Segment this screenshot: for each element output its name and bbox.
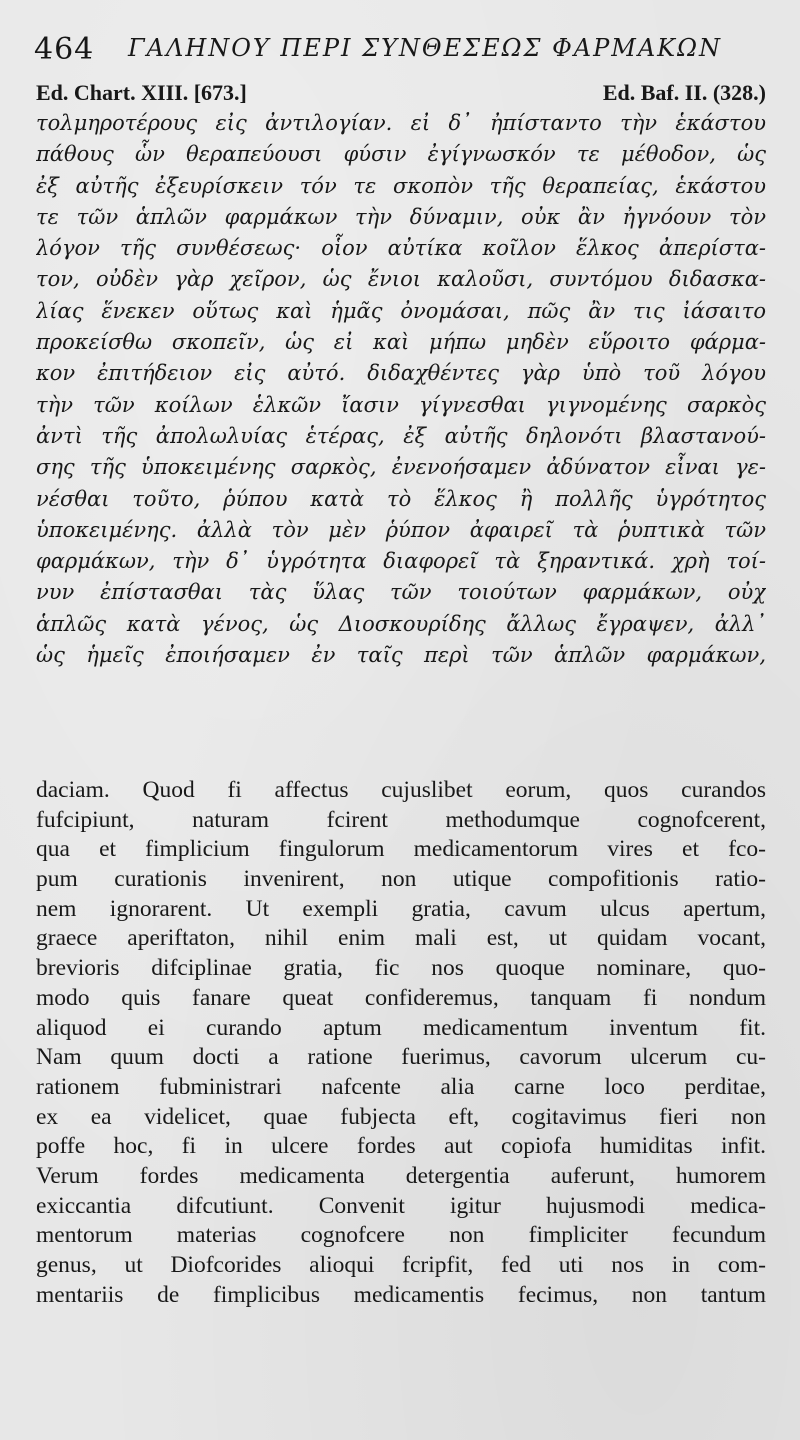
edition-reference-left: Ed. Chart. XIII. [673.] bbox=[36, 80, 247, 105]
greek-text-line: νέσθαι τοῦτο, ῥύπου κατὰ τὸ ἕλκος ἢ πολλῆς ὑγρότητος bbox=[36, 486, 766, 511]
latin-text-line: poffe hoc, fi in ulcere fordes aut copiofa humiditas infit. bbox=[36, 1133, 766, 1160]
greek-text-line: σης τῆς ὑποκειμένης σαρκὸς, ἐνενοήσαμεν ἀδύνατον εἶναι γε- bbox=[36, 455, 766, 480]
latin-text-line: rationem fubministrari nafcente alia carne loco perditae, bbox=[36, 1073, 766, 1100]
running-title: ΓΑΛΗΝΟΥ ΠΕΡΙ ΣΥΝΘΕΣΕΩΣ ΦΑΡΜΑΚΩΝ bbox=[128, 34, 722, 62]
latin-text-line: qua et fimplicium fingulorum medicamentorum vires et fco- bbox=[36, 836, 766, 863]
greek-text-line: ἐξ αὐτῆς ἐξευρίσκειν τόν τε σκοπὸν τῆς θεραπείας, ἑκάστου bbox=[36, 173, 766, 198]
greek-text-line: τον, οὐδὲν γὰρ χεῖρον, ὡς ἔνιοι καλοῦσι, συντόμου διδασκα- bbox=[36, 267, 766, 292]
latin-text-line: pum curationis invenirent, non utique compofitionis ratio- bbox=[36, 866, 766, 893]
latin-text-line: brevioris difciplinae gratia, fic nos quoque nominare, quo- bbox=[36, 955, 766, 982]
page-number: 464 bbox=[34, 32, 95, 67]
latin-text-line: exiccantia difcutiunt. Convenit igitur hujusmodi medica- bbox=[36, 1192, 766, 1219]
edition-reference-line bbox=[36, 80, 766, 108]
greek-text-line: τὴν τῶν κοίλων ἑλκῶν ἴασιν γίγνεσθαι γιγνομένης σαρκὸς bbox=[36, 392, 766, 417]
greek-text-line: ὑποκειμένης. ἀλλὰ τὸν μὲν ῥύπον ἀφαιρεῖ τὰ ῥυπτικὰ τῶν bbox=[36, 517, 766, 542]
greek-text-line: λίας ἕνεκεν οὕτως καὶ ἡμᾶς ὀνομάσαι, πῶς ἂν τις ἰάσαιτο bbox=[36, 298, 766, 323]
edition-reference-right: Ed. Baf. II. (328.) bbox=[602, 80, 766, 105]
latin-text-line: Nam quum docti a ratione fuerimus, cavorum ulcerum cu- bbox=[36, 1044, 766, 1071]
latin-text-line: Verum fordes medicamenta detergentia auferunt, humorem bbox=[36, 1162, 766, 1189]
latin-text-line: genus, ut Diofcorides alioqui fcripfit, fed uti nos in com- bbox=[36, 1252, 766, 1278]
page-header bbox=[34, 30, 774, 70]
greek-text-line: ἁπλῶς κατὰ γένος, ὡς Διοσκουρίδης ἄλλως ἔγραψεν, ἀλλ᾽ bbox=[36, 611, 766, 636]
latin-text-line: fufcipiunt, naturam fcirent methodumque cognofcerent, bbox=[36, 806, 766, 833]
latin-text-line: nem ignorarent. Ut exempli gratia, cavum ulcus apertum, bbox=[36, 895, 766, 922]
greek-text-line: τε τῶν ἁπλῶν φαρμάκων τὴν δύναμιν, οὐκ ἂν ἠγνόουν τὸν bbox=[36, 204, 766, 229]
latin-text-line: daciam. Quod fi affectus cujuslibet eorum, quos curandos bbox=[36, 777, 766, 803]
greek-text-line: προκείσθω σκοπεῖν, ὡς εἰ καὶ μήπω μηδὲν εὕροιτο φάρμα- bbox=[36, 330, 766, 355]
latin-text-block bbox=[36, 776, 766, 1310]
greek-text-line: λόγον τῆς συνθέσεως· οἷον αὐτίκα κοῖλον ἕλκος ἀπερίστα- bbox=[36, 236, 766, 261]
greek-text-line: πάθους ὧν θεραπεύουσι φύσιν ἐγίγνωσκόν τε μέθοδον, ὡς bbox=[36, 142, 766, 167]
latin-text-line: mentorum materias cognofcere non fimpliciter fecundum bbox=[36, 1222, 766, 1249]
greek-text-line: ἀντὶ τῆς ἀπολωλυίας ἑτέρας, ἐξ αὐτῆς δηλονότι βλαστανού- bbox=[36, 423, 766, 448]
greek-text-line: φαρμάκων, τὴν δ᾽ ὑγρότητα διαφορεῖ τὰ ξηραντικά. χρὴ τοί- bbox=[36, 549, 766, 574]
latin-text-line: aliquod ei curando aptum medicamentum inventum fit. bbox=[36, 1014, 766, 1041]
greek-text-line: νυν ἐπίστασθαι τὰς ὕλας τῶν τοιούτων φαρμάκων, οὐχ bbox=[36, 580, 766, 605]
latin-text-line: mentariis de fimplicibus medicamentis fecimus, non tantum bbox=[36, 1281, 766, 1308]
greek-text-block bbox=[36, 108, 766, 671]
latin-text-line: modo quis fanare queat confideremus, tanquam fi nondum bbox=[36, 984, 766, 1011]
latin-text-line: ex ea videlicet, quae fubjecta eft, cogitavimus fieri non bbox=[36, 1103, 766, 1130]
greek-text-line: τολμηροτέρους εἰς ἀντιλογίαν. εἰ δ᾽ ἠπίσταντο τὴν ἑκάστου bbox=[36, 111, 766, 135]
greek-text-line: ὡς ἡμεῖς ἐποιήσαμεν ἐν ταῖς περὶ τῶν ἁπλῶν φαρμάκων, bbox=[36, 643, 766, 668]
greek-text-line: κον ἐπιτήδειον εἰς αὐτό. διδαχθέντες γὰρ ὑπὸ τοῦ λόγου bbox=[36, 361, 766, 386]
latin-text-line: graece aperiftaton, nihil enim mali est, ut quidam vocant, bbox=[36, 925, 766, 952]
